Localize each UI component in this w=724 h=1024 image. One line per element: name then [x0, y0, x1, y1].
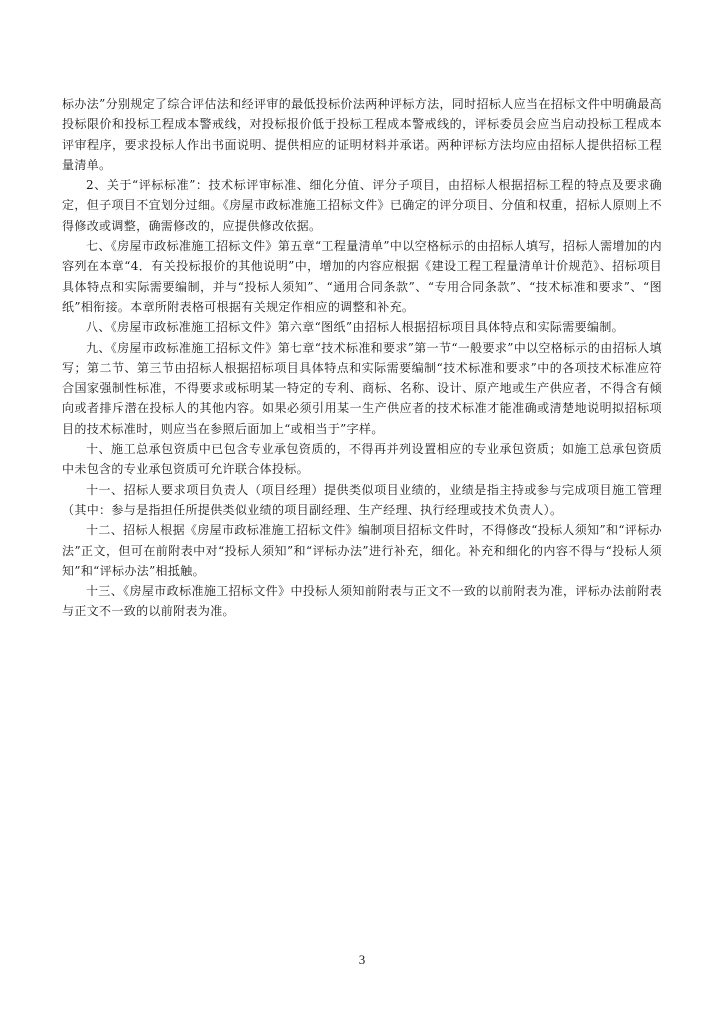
- paragraph-item-11: 十一、招标人要求项目负责人（项目经理）提供类似项目业绩的，业绩是指主持或参与完成项目施工管理（其中：参与是指担任所提供类似业绩的项目副经理、生产经理、执行经理或技术负责人）。: [62, 482, 662, 517]
- page-number: 3: [358, 952, 366, 967]
- paragraph-item-13: 十三、《房屋市政标准施工招标文件》中投标人须知前附表与正文不一致的以前附表为准，评标办法前附表与正文不一致的以前附表为准。: [62, 584, 662, 619]
- document-body: [62, 94, 662, 622]
- paragraph-item-8: 八、《房屋市政标准施工招标文件》第六章“图纸”由招标人根据招标项目具体特点和实际需要编制。: [86, 320, 625, 335]
- paragraph-evaluation-standards: 2、关于“评标标准”：技术标评审标准、细化分值、评分子项目，由招标人根据招标工程的特点及要求确定，但子项目不宜划分过细。《房屋市政标准施工招标文件》已确定的评分项目、分值和权重，招标人原则上不得修改或调整，确需修改的，应提供修改依据。: [62, 178, 662, 233]
- paragraph-item-12: 十二、招标人根据《房屋市政标准施工招标文件》编制项目招标文件时，不得修改“投标人须知”和“评标办法”正文，但可在前附表中对“投标人须知”和“评标办法”进行补充，细化。补充和细化的内容不得与“投标人须知”和“评标办法”相抵触。: [62, 523, 662, 578]
- paragraph-item-10: 十、施工总承包资质中已包含专业承包资质的，不得再并列设置相应的专业承包资质；如施工总承包资质中未包含的专业承包资质可允许联合体投标。: [62, 442, 662, 477]
- paragraph-item-9: 九、《房屋市政标准施工招标文件》第七章“技术标准和要求”第一节“一般要求”中以空格标示的由招标人填写；第二节、第三节由招标人根据招标项目具体特点和实际需要编制“技术标准和要求”中的各项技术标准应符合国家强制性标准，不得要求或标明某一特定的专利、商标、名称、设计、原产地或生产供应者，不得含有倾向或者排斥潜在投标人的其他内容。如果必须引用某一生产供应者的技术标准才能准确或清楚地说明拟招标项目的技术标准时，则应当在参照后面加上“或相当于”字样。: [62, 340, 662, 436]
- paragraph-scoring-methods: 标办法”分别规定了综合评估法和经评审的最低投标价法两种评标方法，同时招标人应当在招标文件中明确最高投标限价和投标工程成本警戒线，对投标报价低于投标工程成本警戒线的，评标委员会应当启动投标工程成本评审程序，要求投标人作出书面说明、提供相应的证明材料并承诺。两种评标方法均应由招标人提供招标工程量清单。: [62, 97, 662, 172]
- paragraph-item-7: 七、《房屋市政标准施工招标文件》第五章“工程量清单”中以空格标示的由招标人填写，招标人需增加的内容列在本章“4．有关投标报价的其他说明”中，增加的内容应根据《建设工程工程量清单计价规范》、招标项目具体特点和实际需要编制，并与“投标人须知”、“通用合同条款”、“专用合同条款”、“技术标准和要求”、“图纸”相衔接。本章所附表格可根据有关规定作相应的调整和补充。: [62, 239, 662, 314]
